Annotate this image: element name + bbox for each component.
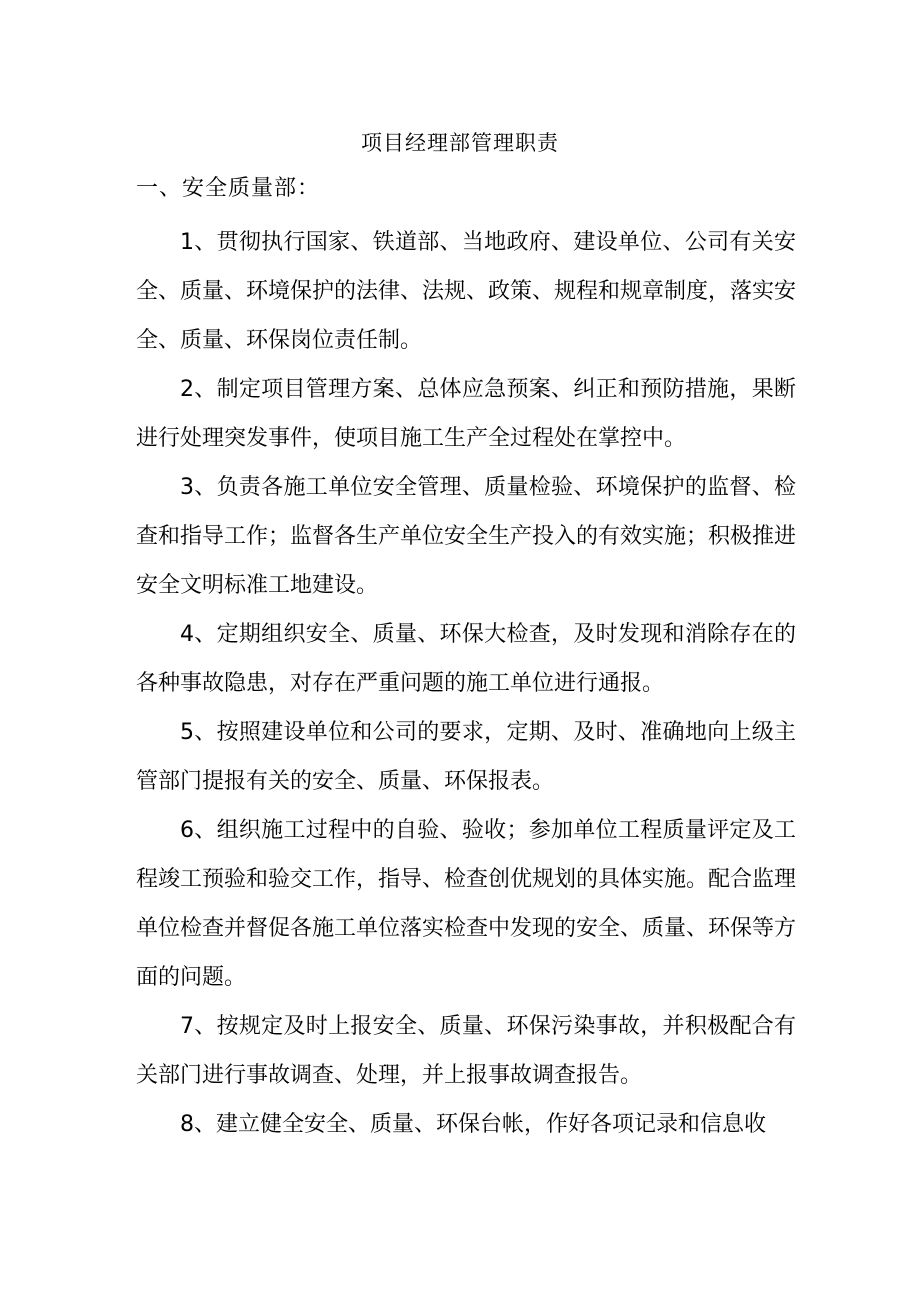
- responsibility-item-6: 6、组织施工过程中的自验、验收；参加单位工程质量评定及工程竣工预验和验交工作，指导、检查创优规划的具体实施。配合监理单位检查并督促各施工单位落实检查中发现的安全、质量、环保等方面的问题。: [136, 818, 797, 990]
- responsibility-item-4: 4、定期组织安全、质量、环保大检查，及时发现和消除存在的各种事故隐患，对存在严重问题的施工单位进行通报。: [136, 622, 796, 696]
- section-heading: 一、安全质量部：: [136, 176, 321, 201]
- responsibility-item-7: 7、按规定及时上报安全、质量、环保污染事故，并积极配合有关部门进行事故调查、处理，并上报事故调查报告。: [136, 1014, 796, 1088]
- responsibility-item-5: 5、按照建设单位和公司的要求，定期、及时、准确地向上级主管部门提报有关的安全、质量、环保报表。: [136, 720, 796, 794]
- responsibility-item-1: 1、贯彻执行国家、铁道部、当地政府、建设单位、公司有关安全、质量、环境保护的法律、法规、政策、规程和规章制度，落实安全、质量、环保岗位责任制。: [136, 230, 797, 353]
- responsibility-list: [136, 218, 796, 1149]
- responsibility-item-3: 3、负责各施工单位安全管理、质量检验、环境保护的监督、检查和指导工作；监督各生产单位安全生产投入的有效实施；积极推进安全文明标准工地建设。: [136, 475, 797, 598]
- responsibility-item-2: 2、制定项目管理方案、总体应急预案、纠正和预防措施，果断进行处理突发事件，使项目施工生产全过程处在掌控中。: [136, 377, 796, 451]
- responsibility-item-8: 8、建立健全安全、质量、环保台帐，作好各项记录和信息收: [180, 1112, 766, 1137]
- document-title: 项目经理部管理职责: [361, 131, 559, 155]
